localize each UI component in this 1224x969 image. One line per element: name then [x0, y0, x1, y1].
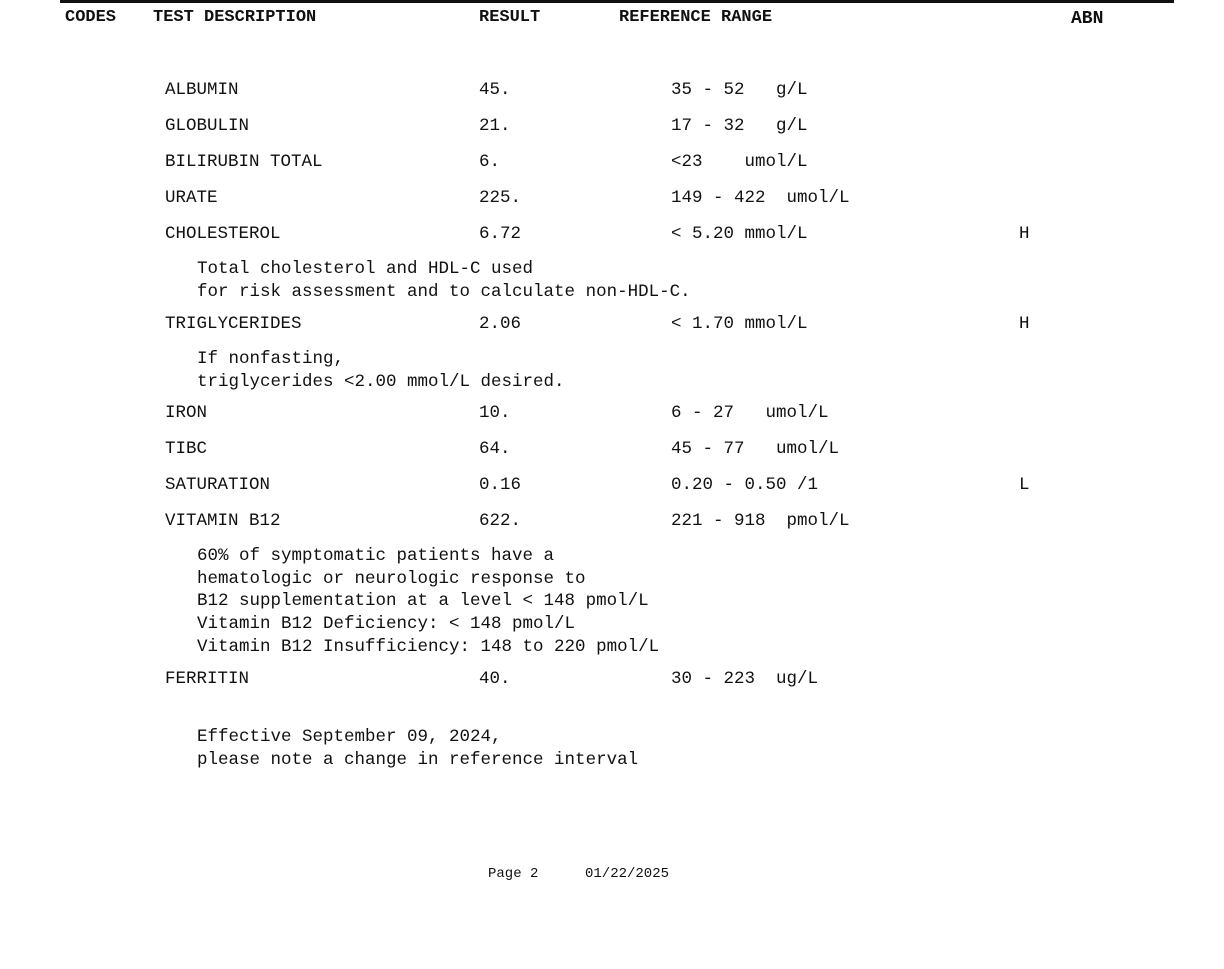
comment-line: Vitamin B12 Deficiency: < 148 pmol/L	[197, 614, 576, 635]
test-name: IRON	[165, 403, 208, 423]
reference-range: <23 umol/L	[671, 152, 808, 172]
comment-line: If nonfasting,	[197, 349, 345, 369]
test-result: 6.	[479, 152, 501, 172]
vitamin-b12-comment	[197, 545, 659, 659]
comment-line: B12 supplementation at a level < 148 pmol/L	[197, 591, 649, 612]
top-rule	[60, 0, 1174, 3]
comment-line: for risk assessment and to calculate non-HDL-C.	[197, 281, 691, 302]
ferritin-comment	[197, 726, 638, 771]
reference-range: 30 - 223 ug/L	[671, 669, 819, 689]
test-result: 10.	[479, 403, 511, 423]
test-name: TRIGLYCERIDES	[165, 314, 302, 334]
reference-range: < 1.70 mmol/L	[671, 314, 808, 334]
result-row-iron	[0, 402, 1224, 424]
result-row-tibc	[0, 438, 1224, 460]
reference-range: 35 - 52 g/L	[671, 80, 808, 100]
test-name: BILIRUBIN TOTAL	[165, 152, 323, 172]
reference-range: 149 - 422 umol/L	[671, 188, 850, 208]
page-number: Page 2	[488, 866, 539, 882]
test-result: 21.	[479, 116, 511, 136]
comment-line: triglycerides <2.00 mmol/L desired.	[197, 371, 565, 392]
comment-line: 60% of symptomatic patients have a	[197, 546, 555, 566]
test-name: FERRITIN	[165, 669, 250, 689]
test-result: 2.06	[479, 314, 522, 334]
abnormal-flag: H	[1019, 314, 1030, 334]
reference-range: 17 - 32 g/L	[671, 116, 808, 136]
result-row-vitamin-b12	[0, 510, 1224, 532]
reference-range: 6 - 27 umol/L	[671, 403, 829, 423]
result-row-albumin	[0, 79, 1224, 101]
header-test-description: TEST DESCRIPTION	[153, 8, 317, 27]
test-result: 225.	[479, 188, 522, 208]
test-name: TIBC	[165, 439, 208, 459]
test-name: CHOLESTEROL	[165, 224, 281, 244]
reference-range: < 5.20 mmol/L	[671, 224, 808, 244]
test-result: 45.	[479, 80, 511, 100]
comment-line: please note a change in reference interval	[197, 749, 639, 770]
result-row-bilirubin-total	[0, 151, 1224, 173]
test-name: ALBUMIN	[165, 80, 239, 100]
result-row-saturation	[0, 474, 1224, 496]
reference-range: 45 - 77 umol/L	[671, 439, 840, 459]
reference-range: 221 - 918 pmol/L	[671, 511, 850, 531]
test-result: 64.	[479, 439, 511, 459]
header-codes: CODES	[65, 8, 117, 27]
test-result: 40.	[479, 669, 511, 689]
result-row-triglycerides	[0, 313, 1224, 335]
header-abn: ABN	[1071, 9, 1104, 29]
test-result: 622.	[479, 511, 522, 531]
report-date: 01/22/2025	[585, 866, 670, 882]
abnormal-flag: H	[1019, 224, 1030, 244]
cholesterol-comment	[197, 258, 691, 303]
triglycerides-comment	[197, 348, 565, 393]
result-row-ferritin	[0, 668, 1224, 690]
reference-range: 0.20 - 0.50 /1	[671, 475, 819, 495]
comment-line: Total cholesterol and HDL-C used	[197, 259, 534, 279]
header-result: RESULT	[479, 8, 541, 27]
comment-line: Vitamin B12 Insufficiency: 148 to 220 pmol/L	[197, 636, 660, 657]
result-row-cholesterol	[0, 223, 1224, 245]
test-result: 6.72	[479, 224, 522, 244]
header-reference-range: REFERENCE RANGE	[619, 8, 773, 27]
test-result: 0.16	[479, 475, 522, 495]
comment-line: Effective September 09, 2024,	[197, 727, 502, 747]
test-name: SATURATION	[165, 475, 271, 495]
test-name: VITAMIN B12	[165, 511, 281, 531]
comment-line: hematologic or neurologic response to	[197, 568, 586, 589]
test-name: GLOBULIN	[165, 116, 250, 136]
result-row-urate	[0, 187, 1224, 209]
abnormal-flag: L	[1019, 475, 1030, 495]
result-row-globulin	[0, 115, 1224, 137]
test-name: URATE	[165, 188, 218, 208]
